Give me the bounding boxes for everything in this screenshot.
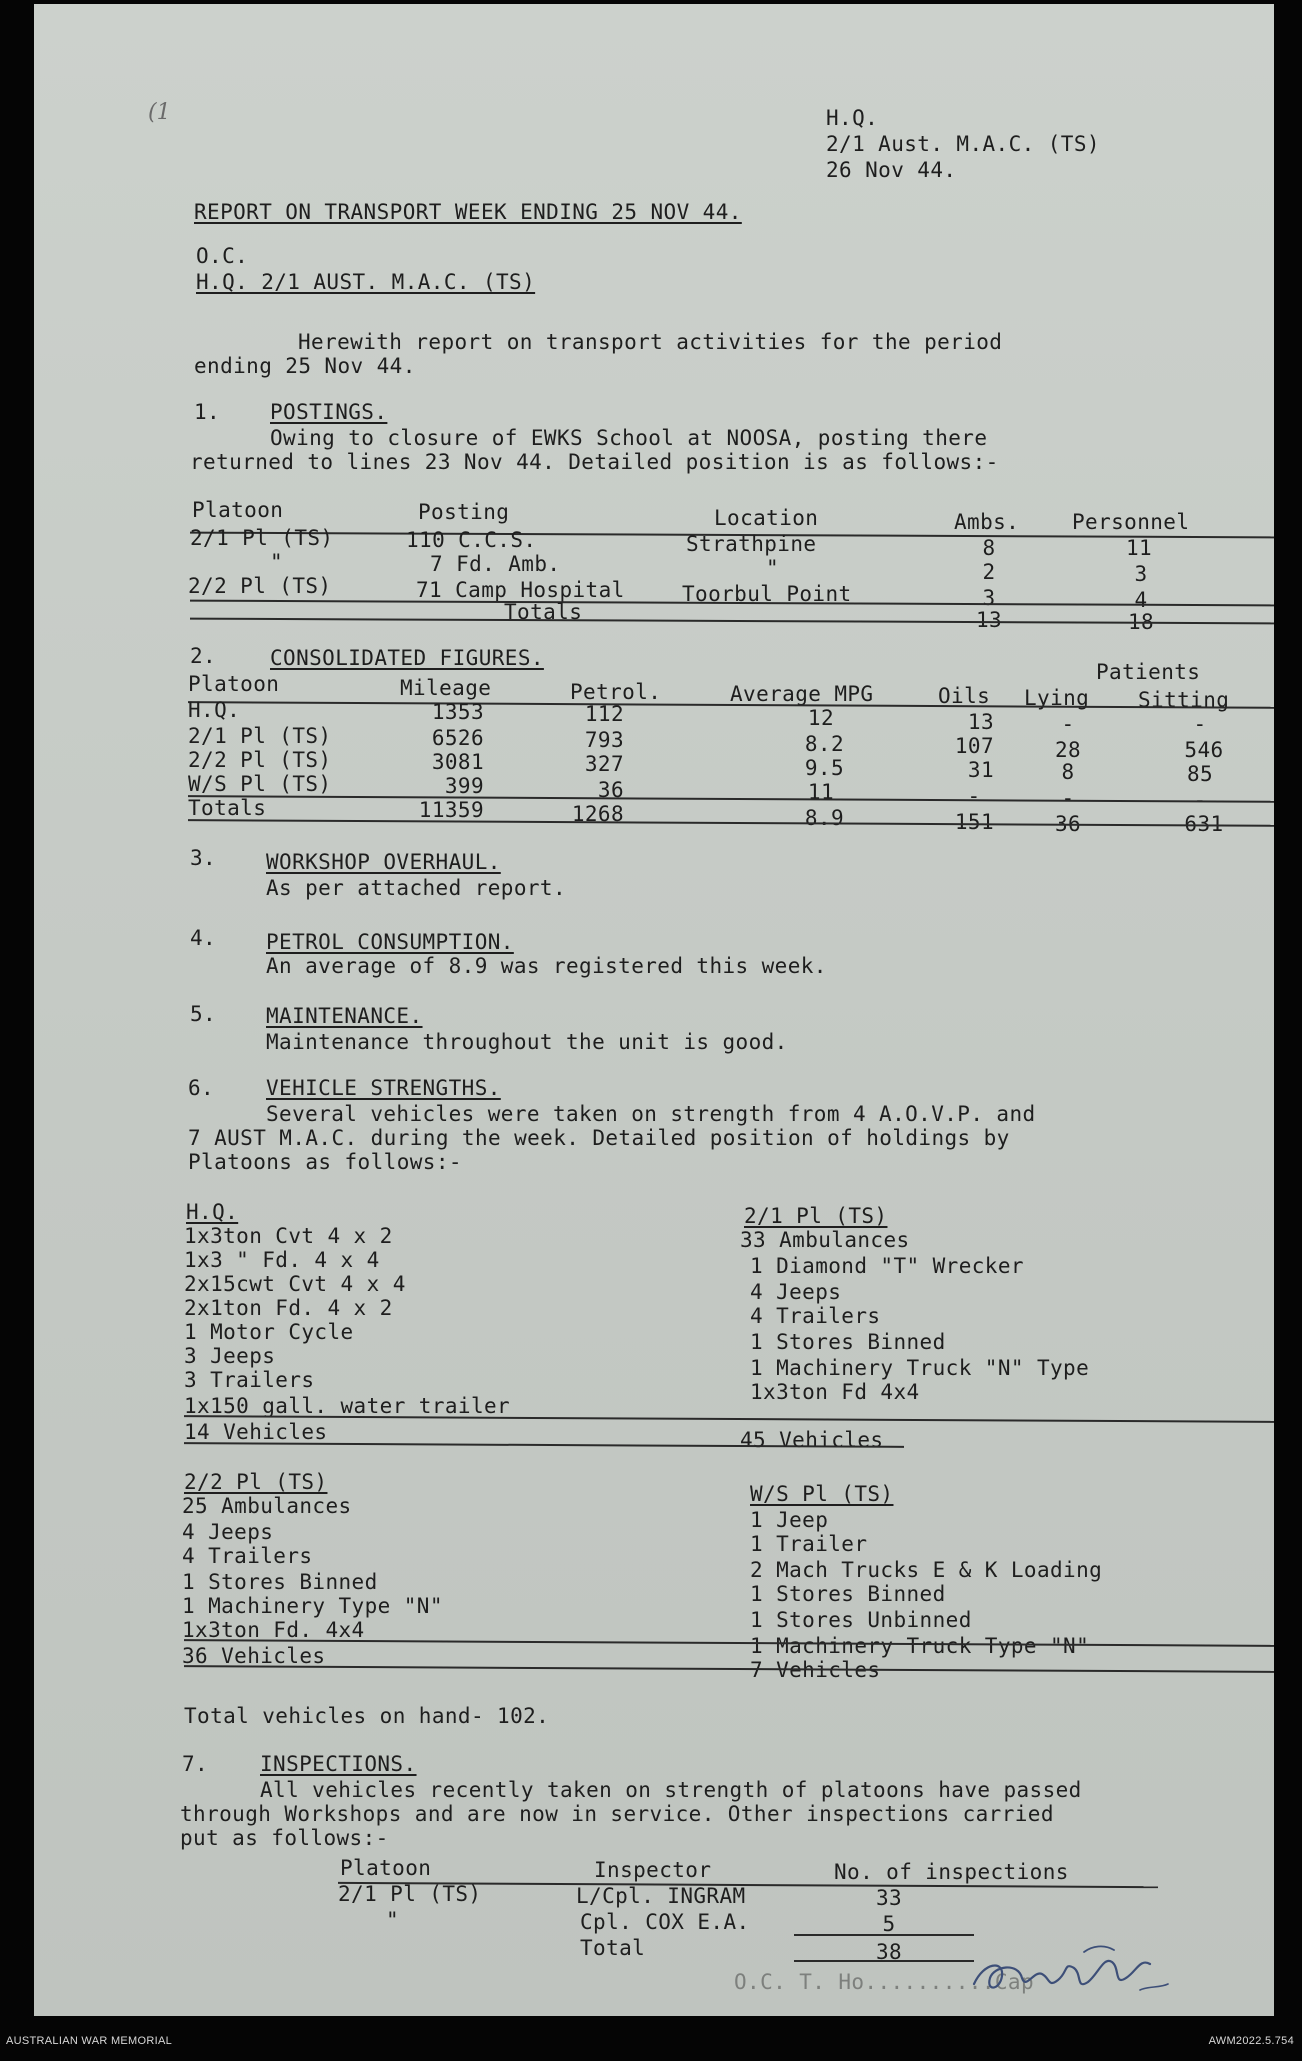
figures-row-1-sitting: - [1193, 712, 1207, 736]
p22-item: 1 Machinery Type "N" [182, 1594, 443, 1618]
p21-item: 4 Trailers [750, 1304, 881, 1328]
figures-row-4-lying: - [1061, 786, 1075, 810]
figures-header-oils: Oils [938, 684, 991, 708]
hq-holdings-title: H.Q. [186, 1200, 239, 1224]
hq-total: 14 Vehicles [184, 1420, 328, 1444]
p21-total: 45 Vehicles [740, 1428, 884, 1452]
hq-item: 1x150 gall. water trailer [184, 1394, 511, 1418]
section-2-number: 2. [190, 644, 217, 668]
postings-header-ambs: Ambs. [954, 510, 1020, 534]
section-3-heading: WORKSHOP OVERHAUL. [266, 850, 501, 874]
figures-row-2-platoon: 2/1 Pl (TS) [188, 724, 332, 748]
p22-item: 4 Trailers [182, 1544, 313, 1568]
figures-totals-mpg: 8.9 [804, 806, 844, 830]
figures-row-2-petrol: 793 [584, 728, 624, 752]
section-4-text: An average of 8.9 was registered this week. [266, 954, 827, 978]
figures-row-4-platoon: W/S Pl (TS) [188, 772, 332, 796]
figures-row-2-mpg: 8.2 [804, 732, 844, 756]
hq-item: 3 Trailers [184, 1368, 315, 1392]
figures-row-2-oils: 107 [954, 734, 994, 758]
figures-totals-label: Totals [188, 796, 267, 820]
figures-totals-oils: 151 [954, 810, 994, 834]
p22-total: 36 Vehicles [182, 1644, 326, 1668]
postings-row-2-posting: 7 Fd. Amb. [430, 552, 561, 576]
section-1-line-2: returned to lines 23 Nov 44. Detailed position is as follows:- [190, 450, 999, 474]
postings-row-3-ambs: 3 [982, 586, 996, 610]
p22-item: 1 Stores Binned [182, 1570, 378, 1594]
figures-row-1-mileage: 1353 [431, 700, 484, 724]
inspections-row-2-platoon: " [386, 1908, 400, 1932]
hq-item: 2x15cwt Cvt 4 x 4 [184, 1272, 406, 1296]
figures-row-3-petrol: 327 [584, 752, 624, 776]
section-7-line-2: through Workshops and are now in service. Other inspections carried [180, 1802, 1054, 1826]
postings-row-1-ambs: 8 [982, 536, 996, 560]
figures-header-avg-mpg: Average MPG [730, 682, 874, 706]
header-line-1: H.Q. [826, 106, 879, 130]
p21-item: 1 Diamond "T" Wrecker [750, 1254, 1024, 1278]
figures-row-4-sitting: - [1193, 788, 1207, 812]
p22-holdings-title: 2/2 Pl (TS) [184, 1470, 328, 1494]
handwritten-signature [964, 1932, 1184, 2002]
p21-item: 33 Ambulances [740, 1228, 910, 1252]
figures-row-1-platoon: H.Q. [188, 698, 241, 722]
section-5-heading: MAINTENANCE. [266, 1004, 423, 1028]
postings-totals-rule [190, 618, 1274, 625]
figures-header-petrol: Petrol. [570, 680, 662, 704]
ws-item: 1 Jeep [750, 1508, 829, 1532]
inspections-row-1-platoon: 2/1 Pl (TS) [338, 1882, 482, 1906]
hq-item: 3 Jeeps [184, 1344, 276, 1368]
addressee-line-1: O.C. [196, 244, 249, 268]
postings-row-2-ambs: 2 [982, 560, 996, 584]
p22-item: 4 Jeeps [182, 1520, 274, 1544]
figures-row-4-mpg: 11 [807, 780, 834, 804]
postings-row-3-posting: 71 Camp Hospital [416, 578, 625, 602]
inspections-row-1-inspector: L/Cpl. INGRAM [576, 1884, 746, 1908]
signature-block: O.C. T. Ho..........Cap [734, 1970, 1034, 1994]
inspections-total-label: Total [580, 1936, 646, 1960]
figures-row-4-petrol: 36 [597, 778, 624, 802]
footer-accession: AWM2022.5.754 [1208, 2035, 1294, 2047]
section-6-line-3: Platoons as follows:- [188, 1150, 462, 1174]
figures-header-sitting: Sitting [1138, 688, 1230, 712]
ws-item: 1 Stores Binned [750, 1582, 946, 1606]
inspections-total-value: 38 [875, 1940, 903, 1964]
addressee-line-2: H.Q. 2/1 AUST. M.A.C. (TS) [196, 270, 536, 294]
figures-row-3-mileage: 3081 [431, 750, 484, 774]
figures-row-4-mileage: 399 [444, 774, 484, 798]
section-4-heading: PETROL CONSUMPTION. [266, 930, 514, 954]
figures-header-platoon: Platoon [188, 672, 280, 696]
holdings-upper-rule [184, 1415, 1274, 1423]
postings-totals-ambs: 13 [975, 608, 1003, 632]
postings-row-1-location: Strathpine [686, 532, 817, 556]
section-6-line-2: 7 AUST M.A.C. during the week. Detailed position of holdings by [188, 1126, 1010, 1150]
p21-item: 4 Jeeps [750, 1280, 842, 1304]
inspections-row-2-count: 5 [882, 1912, 896, 1936]
section-5-text: Maintenance throughout the unit is good. [266, 1030, 788, 1054]
p21-item: 1 Stores Binned [750, 1330, 946, 1354]
postings-totals-personnel: 18 [1127, 610, 1155, 634]
figures-totals-rule [188, 819, 1274, 827]
holdings-lower-rule [184, 1639, 1274, 1647]
postings-row-3-personnel: 4 [1134, 588, 1148, 612]
total-vehicles-on-hand: Total vehicles on hand- 102. [184, 1704, 550, 1728]
figures-totals-mileage: 11359 [418, 798, 484, 822]
ws-item: 1 Trailer [750, 1532, 868, 1556]
hq-item: 1 Motor Cycle [184, 1320, 354, 1344]
section-4-number: 4. [190, 926, 217, 950]
section-7-heading: INSPECTIONS. [260, 1752, 417, 1776]
ws-item: 1 Stores Unbinned [750, 1608, 972, 1632]
postings-row-3-platoon: 2/2 Pl (TS) [188, 574, 332, 598]
inspections-header-platoon: Platoon [340, 1856, 432, 1880]
margin-mark: (1 [148, 100, 171, 125]
p22-item: 1x3ton Fd. 4x4 [182, 1618, 365, 1642]
section-3-text: As per attached report. [266, 876, 566, 900]
figures-row-4-oils: - [967, 784, 981, 808]
postings-row-1-platoon: 2/1 Pl (TS) [190, 526, 334, 550]
section-3-number: 3. [190, 846, 217, 870]
section-1-heading: POSTINGS. [270, 400, 388, 424]
figures-totals-sitting: 631 [1184, 812, 1224, 836]
header-line-2: 2/1 Aust. M.A.C. (TS) [826, 132, 1100, 156]
postings-header-location: Location [714, 506, 819, 530]
p21-item: 1x3ton Fd 4x4 [750, 1380, 920, 1404]
figures-row-1-lying: - [1061, 712, 1075, 736]
section-7-line-1: All vehicles recently taken on strength of platoons have passed [260, 1778, 1082, 1802]
intro-line-2: ending 25 Nov 44. [194, 354, 416, 378]
figures-row-2-mileage: 6526 [431, 726, 484, 750]
section-6-heading: VEHICLE STRENGTHS. [266, 1076, 501, 1100]
ws-item: 2 Mach Trucks E & K Loading [750, 1558, 1103, 1582]
figures-row-2-lying: 28 [1054, 738, 1082, 762]
section-5-number: 5. [190, 1002, 217, 1026]
figures-row-3-mpg: 9.5 [804, 756, 844, 780]
figures-totals-petrol: 1268 [571, 802, 624, 826]
postings-header-platoon: Platoon [192, 498, 284, 522]
document-page [34, 4, 1274, 2016]
section-7-line-3: put as follows:- [180, 1826, 389, 1850]
section-6-number: 6. [188, 1076, 215, 1100]
section-6-line-1: Several vehicles were taken on strength from 4 A.O.V.P. and [266, 1102, 1036, 1126]
holdings-lower-total-rule [184, 1665, 1274, 1673]
inspections-row-rule [794, 1934, 974, 1936]
inspections-row-1-count: 33 [875, 1886, 903, 1910]
ws-holdings-title: W/S Pl (TS) [750, 1482, 894, 1506]
inspections-row-2-inspector: Cpl. COX E.A. [580, 1910, 750, 1934]
inspections-total-rule [794, 1960, 974, 1962]
figures-row-3-sitting: 85 [1186, 762, 1214, 786]
intro-line-1: Herewith report on transport activities for the period [298, 330, 1003, 354]
inspections-header-inspector: Inspector [594, 1858, 712, 1882]
section-1-line-1: Owing to closure of EWKS School at NOOSA, posting there [270, 426, 988, 450]
figures-row-2-sitting: 546 [1184, 738, 1224, 762]
hq-item: 1x3ton Cvt 4 x 2 [184, 1224, 393, 1248]
postings-header-personnel: Personnel [1072, 510, 1190, 534]
postings-row-1-personnel: 11 [1125, 536, 1153, 560]
figures-totals-lying: 36 [1054, 812, 1082, 836]
patients-label: Patients [1096, 660, 1201, 684]
figures-row-1-petrol: 112 [584, 702, 624, 726]
figures-row-1-mpg: 12 [807, 706, 834, 730]
section-2-heading: CONSOLIDATED FIGURES. [270, 646, 544, 670]
footer-credit: AUSTRALIAN WAR MEMORIAL [6, 2035, 173, 2047]
section-1-number: 1. [194, 400, 221, 424]
figures-row-rule [188, 795, 1274, 803]
postings-row-3-location: Toorbul Point [682, 582, 852, 606]
header-line-3: 26 Nov 44. [826, 158, 957, 182]
postings-row-2-personnel: 3 [1134, 562, 1148, 586]
figures-row-3-platoon: 2/2 Pl (TS) [188, 748, 332, 772]
postings-totals-label: Totals [504, 600, 583, 624]
p21-item: 1 Machinery Truck "N" Type [750, 1356, 1090, 1380]
figures-header-lying: Lying [1024, 686, 1090, 710]
figures-row-1-oils: 13 [967, 710, 994, 734]
hq-item: 2x1ton Fd. 4 x 2 [184, 1296, 393, 1320]
postings-row-2-location: " [766, 556, 780, 580]
postings-row-2-platoon: " [270, 550, 284, 574]
figures-header-mileage: Mileage [400, 676, 492, 700]
ws-total: 7 Vehicles [750, 1658, 881, 1682]
postings-row-1-posting: 110 C.C.S. [406, 528, 537, 552]
figures-row-3-oils: 31 [967, 758, 994, 782]
hq-item: 1x3 " Fd. 4 x 4 [184, 1248, 380, 1272]
report-title: REPORT ON TRANSPORT WEEK ENDING 25 NOV 44. [194, 200, 742, 224]
inspections-header-count: No. of inspections [834, 1860, 1069, 1884]
p21-holdings-title: 2/1 Pl (TS) [744, 1204, 888, 1228]
p22-item: 25 Ambulances [182, 1494, 352, 1518]
ws-item: 1 Machinery Truck Type "N" [750, 1634, 1090, 1658]
postings-header-posting: Posting [418, 500, 510, 524]
figures-row-3-lying: 8 [1061, 760, 1075, 784]
section-7-number: 7. [182, 1752, 209, 1776]
